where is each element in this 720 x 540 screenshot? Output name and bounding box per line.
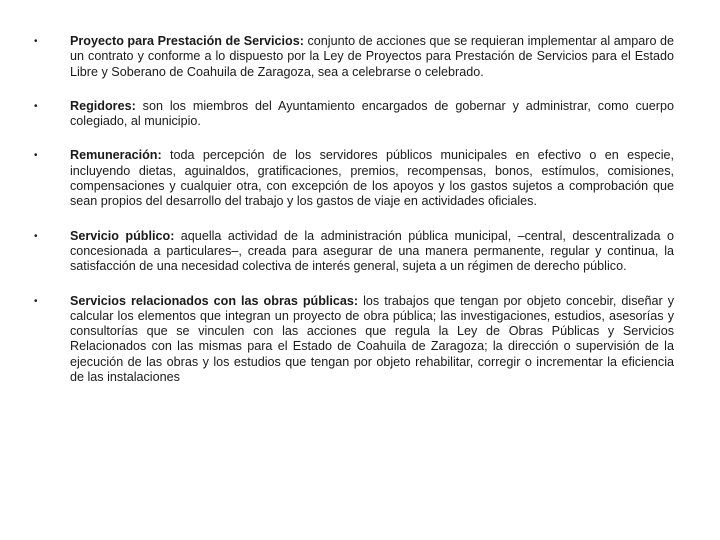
definition-term: Servicios relacionados con las obras públicas: xyxy=(70,293,359,308)
list-item xyxy=(34,148,674,209)
bullet-icon: • xyxy=(34,150,38,162)
definition-term: Regidores: xyxy=(70,98,136,113)
definition-body: son los miembros del Ayuntamiento encargados de gobernar y administrar, como cuerpo colegiado, al municipio. xyxy=(70,98,674,129)
list-item xyxy=(34,294,674,386)
definition-body: toda percepción de los servidores públicos municipales en efectivo o en especie, incluyendo dietas, aguinaldos, gratificaciones, premios, recompensas, bonos, estímulos, comisiones, compensaciones y cualquier otra, con excepción de los apoyos y los gastos sujetos a comprobación que sean propios del desarrollo del trabajo y los gastos de viaje en actividades oficiales. xyxy=(70,148,674,209)
bullet-icon: • xyxy=(34,295,38,307)
definition-text xyxy=(70,34,674,80)
definition-text xyxy=(70,229,674,275)
definitions-list xyxy=(34,34,674,404)
definition-term: Servicio público: xyxy=(70,228,175,243)
definition-body: los trabajos que tengan por objeto concebir, diseñar y calcular los elementos que integran un proyecto de obra pública; las investigaciones, estudios, asesorías y consultorías que se vinculen con las acciones que regula la Ley de Obras Públicas y Servicios Relacionados con las mismas para el Estado de Coahuila de Zaragoza; la dirección o supervisión de la ejecución de las obras y los estudios que tengan por objeto rehabilitar, corregir o incrementar la eficiencia de las instalaciones xyxy=(70,293,674,385)
list-item xyxy=(34,229,674,275)
definition-text xyxy=(70,294,674,386)
definition-body: aquella actividad de la administración pública municipal, –central, descentralizada o concesionada a particulares–, creada para asegurar de una manera permanente, regular y continua, la satisfacción de una necesidad colectiva de interés general, sujeta a un régimen de derecho público. xyxy=(70,228,674,274)
definition-body: conjunto de acciones que se requieran implementar al amparo de un contrato y conforme a lo dispuesto por la Ley de Proyectos para Prestación de Servicios para el Estado Libre y Soberano de Coahuila de Zaragoza, sea a celebrarse o celebrado. xyxy=(70,34,674,79)
bullet-icon: • xyxy=(34,36,38,47)
list-item xyxy=(34,34,674,80)
definition-term: Proyecto para Prestación de Servicios: xyxy=(70,34,304,48)
definition-term: Remuneración: xyxy=(70,148,162,163)
bullet-icon: • xyxy=(34,100,38,112)
bullet-icon: • xyxy=(34,230,38,242)
list-item xyxy=(34,99,674,130)
definition-text xyxy=(70,99,674,130)
definition-text xyxy=(70,148,674,209)
